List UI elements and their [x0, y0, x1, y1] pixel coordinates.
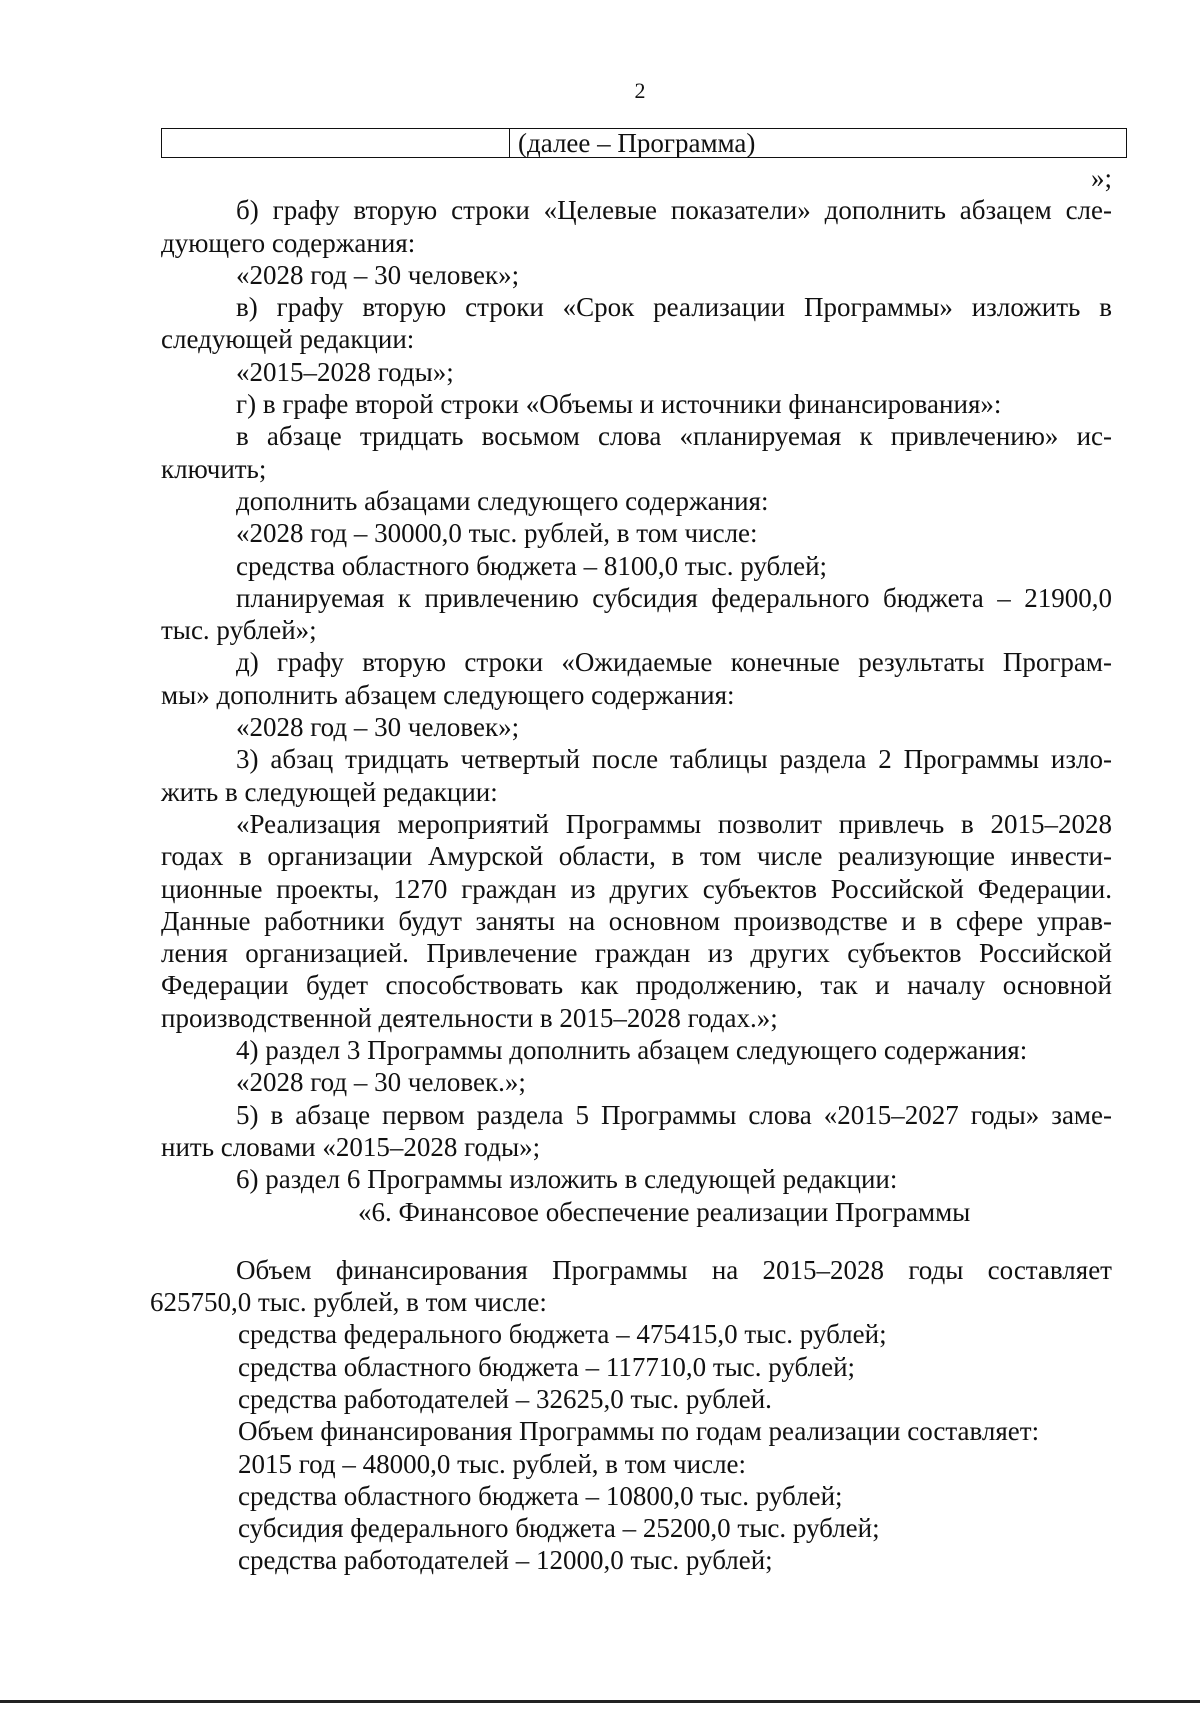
- paragraph-line: в) графу вторую строки «Срок реализации Программы» изложить в: [236, 292, 1112, 323]
- paragraph-line: «2028 год – 30000,0 тыс. рублей, в том числе:: [236, 518, 758, 549]
- paragraph-line: Федерации будет способствовать как продолжению, так и началу основной: [161, 970, 1112, 1001]
- paragraph-line: дующего содержания:: [161, 227, 416, 258]
- paragraph-line: Объем финансирования Программы по годам реализации составляет:: [238, 1416, 1040, 1447]
- document-body: [0, 162, 1200, 1577]
- paragraph-line: 2015 год – 48000,0 тыс. рублей, в том числе:: [238, 1448, 747, 1479]
- paragraph-line: средства работодателей – 32625,0 тыс. рублей.: [238, 1383, 772, 1414]
- paragraph-line: Данные работники будут заняты на основном производстве и в сфере управ-: [161, 905, 1112, 936]
- paragraph-line: средства областного бюджета – 117710,0 тыс. рублей;: [238, 1351, 856, 1382]
- paragraph-line: «Реализация мероприятий Программы позволит привлечь в 2015–2028: [236, 808, 1112, 839]
- paragraph-line: дополнить абзацами следующего содержания:: [236, 485, 769, 516]
- paragraph-line: «2028 год – 30 человек»;: [236, 712, 520, 743]
- paragraph-line: б) графу вторую строки «Целевые показатели» дополнить абзацем сле-: [236, 195, 1112, 226]
- paragraph-line: «2028 год – 30 человек»;: [236, 259, 520, 290]
- paragraph-line: средства федерального бюджета – 475415,0 тыс. рублей;: [238, 1319, 887, 1350]
- paragraph-line: в абзаце тридцать восьмом слова «планируемая к привлечению» ис-: [236, 421, 1112, 452]
- paragraph-line: планируемая к привлечению субсидия федерального бюджета – 21900,0: [236, 582, 1112, 613]
- paragraph-line: 625750,0 тыс. рублей, в том числе:: [150, 1287, 547, 1318]
- paragraph-line: 3) абзац тридцать четвертый после таблицы раздела 2 Программы изло-: [236, 744, 1112, 775]
- paragraph-line: ционные проекты, 1270 граждан из других субъектов Российской Федерации.: [161, 873, 1112, 904]
- paragraph-line: 6) раздел 6 Программы изложить в следующей редакции:: [236, 1164, 898, 1195]
- paragraph-line: нить словами «2015–2028 годы»;: [161, 1131, 541, 1162]
- paragraph-line: годах в организации Амурской области, в том числе реализующие инвести-: [161, 841, 1112, 872]
- paragraph-line: средства работодателей – 12000,0 тыс. рублей;: [238, 1545, 773, 1576]
- paragraph-line: жить в следующей редакции:: [161, 776, 498, 807]
- page-number: 2: [634, 78, 646, 103]
- paragraph-line: Объем финансирования Программы на 2015–2028 годы составляет: [236, 1254, 1112, 1285]
- header-table-row: [161, 128, 1127, 158]
- paragraph-line: мы» дополнить абзацем следующего содержания:: [161, 679, 735, 710]
- blank-line: [0, 1228, 1200, 1254]
- paragraph-line: «2015–2028 годы»;: [236, 356, 454, 387]
- closing-quote-line: »;: [1090, 163, 1112, 193]
- paragraph-line: следующей редакции:: [161, 324, 415, 355]
- paragraph-line: средства областного бюджета – 10800,0 тыс. рублей;: [238, 1480, 843, 1511]
- paragraph-line: средства областного бюджета – 8100,0 тыс. рублей;: [236, 550, 828, 581]
- paragraph-line: д) графу вторую строки «Ожидаемые конечные результаты Програм-: [236, 647, 1112, 678]
- header-table-left-cell: [162, 129, 510, 157]
- paragraph-line: ключить;: [161, 453, 267, 484]
- paragraph-line: 5) в абзаце первом раздела 5 Программы слова «2015–2027 годы» заме-: [236, 1099, 1112, 1130]
- section-heading: «6. Финансовое обеспечение реализации Программы: [358, 1196, 971, 1227]
- paragraph-line: производственной деятельности в 2015–2028 годах.»;: [161, 1002, 778, 1033]
- paragraph-line: тыс. рублей»;: [161, 615, 317, 646]
- header-table-right-cell: (далее – Программа): [518, 128, 756, 158]
- paragraph-line: 4) раздел 3 Программы дополнить абзацем следующего содержания:: [236, 1035, 1028, 1066]
- scan-edge-divider: [0, 1700, 1200, 1703]
- paragraph-line: «2028 год – 30 человек.»;: [236, 1067, 526, 1098]
- paragraph-line: субсидия федерального бюджета – 25200,0 тыс. рублей;: [238, 1513, 880, 1544]
- paragraph-line: ления организацией. Привлечение граждан из других субъектов Российской: [161, 938, 1112, 969]
- paragraph-line: г) в графе второй строки «Объемы и источники финансирования»:: [236, 389, 1002, 420]
